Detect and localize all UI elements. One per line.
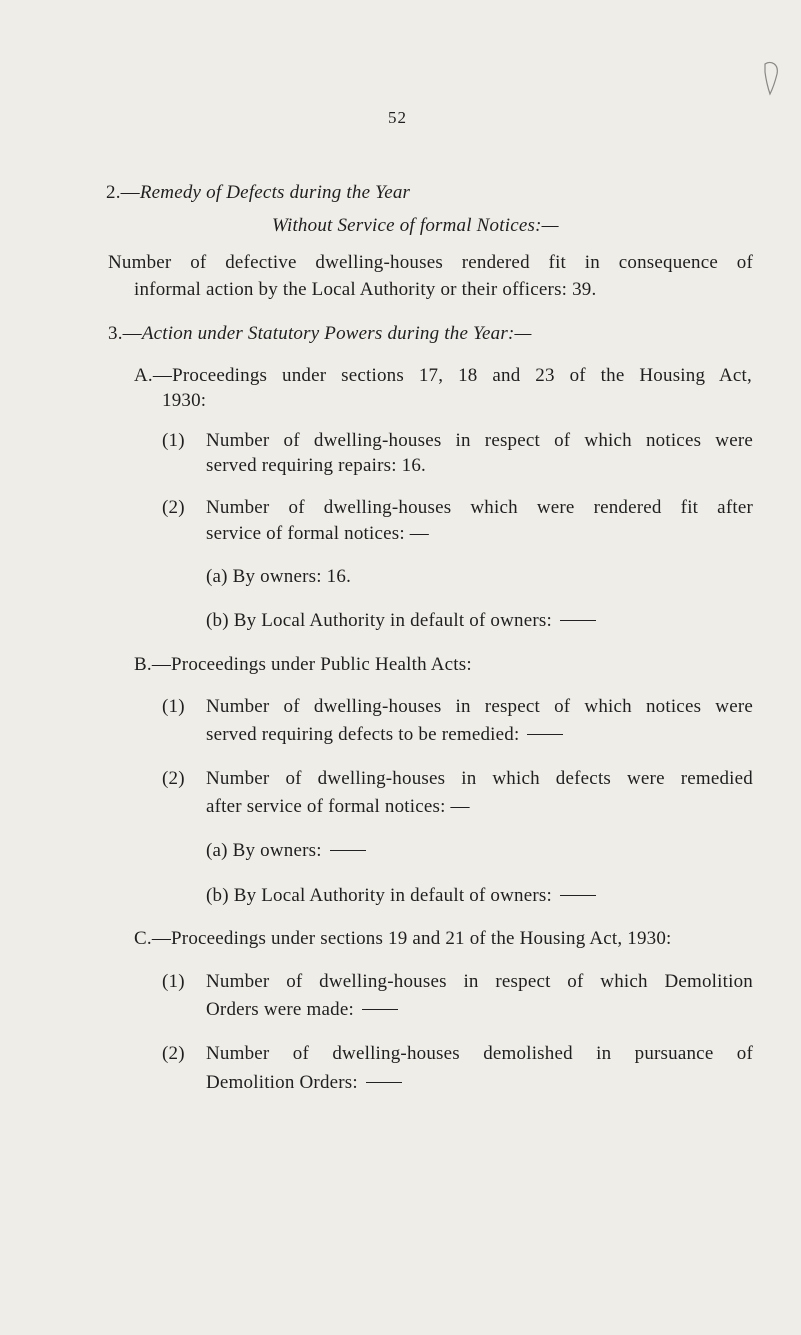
subsection-c-item-2-line-2 — [206, 1070, 402, 1095]
blank-dash — [362, 1009, 398, 1010]
section-3-title: Action under Statutory Powers during the Year:— — [141, 323, 532, 344]
subsection-b-item-2-number: (2) — [162, 768, 185, 789]
section-2-paragraph-line-1: Number of defective dwelling-houses rendered fit in consequence of — [108, 252, 753, 273]
subsection-a-item-1-line-2: served requiring repairs: 16. — [206, 455, 427, 476]
section-2-number: 2.— — [106, 182, 140, 203]
subsection-b-item-2-line-2: after service of formal notices: — — [206, 796, 470, 817]
subsection-a-item-2-line-2: service of formal notices: — — [206, 523, 429, 544]
subsection-b-item-1-line-1: Number of dwelling-houses in respect of which notices were — [206, 696, 753, 717]
ink-smudge-mark — [755, 58, 785, 98]
blank-dash — [330, 850, 366, 851]
subsection-c-item-1-line-1: Number of dwelling-houses in respect of which Demolition — [206, 971, 753, 992]
section-2-heading — [106, 180, 410, 205]
blank-dash — [560, 620, 596, 621]
subsection-a-heading-line-1: A.—Proceedings under sections 17, 18 and 23 of the Housing Act, — [134, 365, 752, 386]
blank-dash — [527, 734, 563, 735]
blank-dash — [366, 1082, 402, 1083]
subsection-c-item-1-number: (1) — [162, 971, 185, 992]
page-number: 52 — [388, 108, 407, 127]
subsection-a-item-2a: (a) By owners: 16. — [206, 566, 352, 587]
subsection-b-heading: B.—Proceedings under Public Health Acts: — [134, 654, 472, 675]
subsection-c-item-2-number: (2) — [162, 1043, 185, 1064]
subsection-a-item-2-number: (2) — [162, 497, 185, 518]
subsection-a-item-2b-text: (b) By Local Authority in default of owners: — [206, 610, 552, 631]
subsection-a-item-1-line-1: Number of dwelling-houses in respect of which notices were — [206, 430, 753, 451]
subsection-b-item-1-line-2-text: served requiring defects to be remedied: — [206, 724, 520, 745]
subsection-b-item-1-line-2 — [206, 722, 563, 747]
subsection-b-item-2a — [206, 838, 366, 863]
section-2-paragraph-line-2: informal action by the Local Authority or their officers: 39. — [134, 279, 597, 300]
subsection-b-item-2b — [206, 883, 596, 908]
subsection-b-item-2a-text: (a) By owners: — [206, 840, 322, 861]
section-2-title: Remedy of Defects during the Year — [139, 182, 411, 203]
subsection-c-item-1-line-2 — [206, 997, 398, 1022]
subsection-b-item-2b-text: (b) By Local Authority in default of owners: — [206, 885, 552, 906]
subsection-c-item-2-line-2-text: Demolition Orders: — [206, 1072, 358, 1093]
blank-dash — [560, 895, 596, 896]
subsection-b-item-1-number: (1) — [162, 696, 185, 717]
subsection-c-heading: C.—Proceedings under sections 19 and 21 of the Housing Act, 1930: — [134, 928, 672, 949]
subsection-b-item-2-line-1: Number of dwelling-houses in which defects were remedied — [206, 768, 753, 789]
subsection-a-item-2-line-1: Number of dwelling-houses which were rendered fit after — [206, 497, 753, 518]
subsection-c-item-2-line-1: Number of dwelling-houses demolished in pursuance of — [206, 1043, 753, 1064]
section-3-number: 3.— — [108, 323, 142, 344]
subsection-a-heading-line-2: 1930: — [162, 390, 207, 411]
section-2-subheading: Without Service of formal Notices:— — [272, 215, 559, 236]
subsection-a-item-1-number: (1) — [162, 430, 185, 451]
section-3-heading — [108, 321, 532, 346]
subsection-a-item-2b — [206, 608, 596, 633]
subsection-c-item-1-line-2-text: Orders were made: — [206, 999, 354, 1020]
